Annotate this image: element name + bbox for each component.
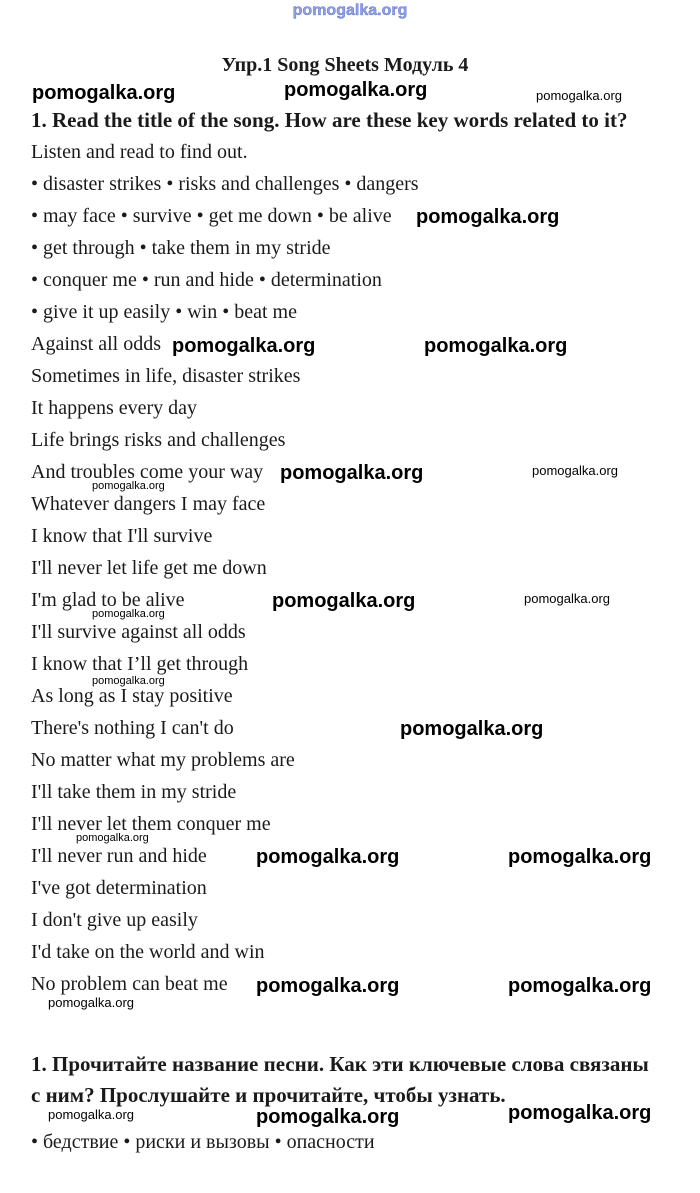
watermark: pomogalka.org <box>536 88 622 103</box>
bullets-russian: • бедствие • риски и вызовы • опасности <box>31 1131 375 1153</box>
song-line: • disaster strikes • risks and challenges • dangers <box>31 173 419 195</box>
watermark: pomogalka.org <box>416 206 560 228</box>
song-line: It happens every day <box>31 397 198 419</box>
song-line: I'll never let life get me down <box>31 557 267 579</box>
watermark: pomogalka.org <box>256 846 400 868</box>
header-watermark: pomogalka.org <box>292 2 408 19</box>
song-line: Listen and read to find out. <box>31 141 248 163</box>
page-title: Упр.1 Song Sheets Модуль 4 <box>221 54 469 76</box>
watermark: pomogalka.org <box>400 718 544 740</box>
song-line: As long as I stay positive <box>31 685 233 707</box>
song-line: I know that I'll survive <box>31 525 213 547</box>
song-line: I know that I’ll get through <box>31 653 249 675</box>
song-line: I'll never let them conquer me <box>31 813 271 835</box>
song-line: • may face • survive • get me down • be alive <box>31 205 392 227</box>
watermark: pomogalka.org <box>256 1106 400 1128</box>
watermark: pomogalka.org <box>256 975 400 997</box>
instruction-russian-line-1: 1. Прочитайте название песни. Как эти ключевые слова связаны <box>31 1052 649 1076</box>
song-line: I don't give up easily <box>31 909 198 931</box>
song-line: I'm glad to be alive <box>31 589 185 611</box>
song-line: I'll take them in my stride <box>31 781 237 803</box>
watermark: pomogalka.org <box>284 79 428 101</box>
watermark: pomogalka.org <box>76 832 149 844</box>
song-line: • conquer me • run and hide • determination <box>31 269 382 291</box>
watermark: pomogalka.org <box>32 82 176 104</box>
instruction-english: 1. Read the title of the song. How are these key words related to it? <box>31 108 628 132</box>
song-line: • get through • take them in my stride <box>31 237 331 259</box>
watermark: pomogalka.org <box>48 1107 134 1122</box>
song-line: Against all odds <box>31 333 161 355</box>
watermark: pomogalka.org <box>424 335 568 357</box>
watermark: pomogalka.org <box>272 590 416 612</box>
watermark: pomogalka.org <box>48 995 134 1010</box>
song-line: Sometimes in life, disaster strikes <box>31 365 301 387</box>
song-line: • give it up easily • win • beat me <box>31 301 297 323</box>
watermark: pomogalka.org <box>524 591 610 606</box>
watermark: pomogalka.org <box>508 975 652 997</box>
song-line: No matter what my problems are <box>31 749 295 771</box>
song-line: I've got determination <box>31 877 207 899</box>
watermark: pomogalka.org <box>172 335 316 357</box>
song-line: I'll never run and hide <box>31 845 207 867</box>
song-line: And troubles come your way <box>31 461 264 483</box>
song-line: No problem can beat me <box>31 973 228 995</box>
watermark: pomogalka.org <box>508 1102 652 1124</box>
song-line: There's nothing I can't do <box>31 717 234 739</box>
watermark: pomogalka.org <box>92 608 165 620</box>
watermark: pomogalka.org <box>92 480 165 492</box>
watermark: pomogalka.org <box>92 675 165 687</box>
song-line: I'd take on the world and win <box>31 941 265 963</box>
watermark: pomogalka.org <box>508 846 652 868</box>
watermark: pomogalka.org <box>532 463 618 478</box>
song-line: Whatever dangers I may face <box>31 493 266 515</box>
instruction-russian-line-2: с ним? Прослушайте и прочитайте, чтобы узнать. <box>31 1083 506 1107</box>
watermark: pomogalka.org <box>280 462 424 484</box>
song-line: Life brings risks and challenges <box>31 429 286 451</box>
song-line: I'll survive against all odds <box>31 621 246 643</box>
